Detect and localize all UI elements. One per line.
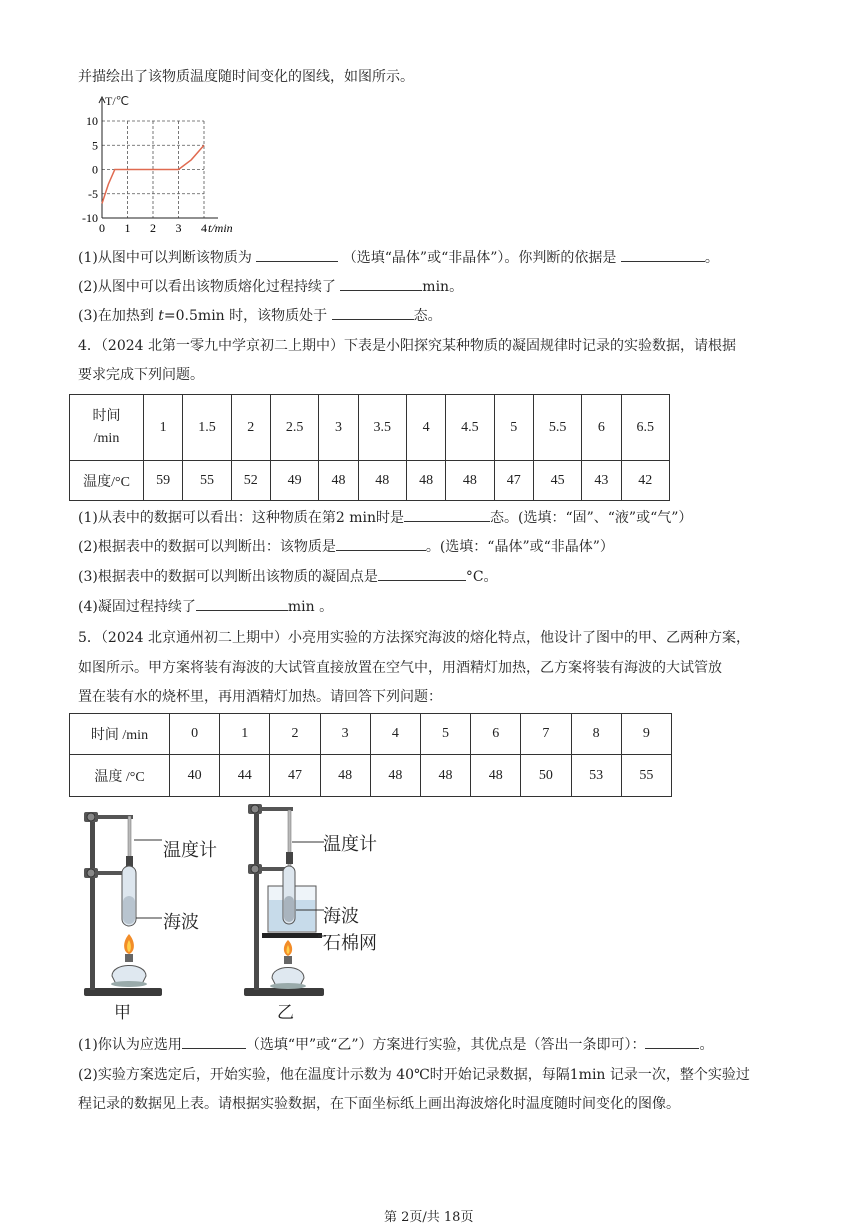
- intro-line: 并描绘出了该物质温度随时间变化的图线，如图所示。: [78, 69, 414, 85]
- p4-time-cell: 4: [406, 395, 445, 461]
- x-tick-label: 2: [150, 221, 156, 235]
- p4-time-cell: 1: [144, 395, 183, 461]
- p5-temp-cell: 40: [170, 755, 220, 797]
- p4-time-cell: 1.5: [183, 395, 231, 461]
- q3-item-3: (3)在加热到 t=0.5min 时，该物质处于 态。: [78, 305, 442, 325]
- graph-curve: [102, 145, 204, 203]
- problem5-line-1: 5．（2024 北京通州初二上期中）小亮用实验的方法探究海波的熔化特点，他设计了图中的甲、乙两种方案，: [78, 630, 750, 646]
- p4-q4: (4)凝固过程持续了 min 。: [78, 596, 333, 616]
- p5-time-cell: 9: [621, 714, 671, 755]
- problem5-line-3: 置在装有水的烧杯里，再用酒精灯加热。请回答下列问题：: [78, 689, 442, 705]
- app-a-caption: 甲: [114, 1003, 131, 1023]
- p4-q3: (3)根据表中的数据可以判断出该物质的凝固点是 °C。: [78, 566, 498, 586]
- p5-time-cell: 7: [521, 714, 571, 755]
- p5-time-cell: 0: [170, 714, 220, 755]
- problem4-heading-2: 要求完成下列问题。: [78, 367, 204, 383]
- p5-q1: (1)你认为应选用 （选填“甲”或“乙”）方案进行实验，其优点是（答出一条即可）： 。: [78, 1034, 713, 1054]
- page-footer: 第 2页/共 18页: [384, 1210, 474, 1225]
- x-tick-label: 3: [175, 221, 182, 235]
- problem4-table: [69, 394, 670, 501]
- problem4-heading: 4．（2024 北第一零九中学京初二上期中）下表是小阳探究某种物质的凝固规律时记录的实验数据，请根据: [78, 338, 736, 354]
- p4-q1: (1)从表中的数据可以看出：这种物质在第2 min时是 态。(选填：“固”、“液”或“气”）: [78, 507, 692, 527]
- p4-temp-cell: 42: [621, 461, 669, 501]
- p4-time-cell: 5.5: [533, 395, 581, 461]
- p4-q2: (2)根据表中的数据可以判断出：该物质是 。(选填：“晶体”或“非晶体”）: [78, 536, 614, 556]
- y-tick-label: 5: [92, 138, 98, 153]
- p5-temp-cell: 48: [320, 755, 370, 797]
- p5-time-cell: 2: [270, 714, 320, 755]
- x-axis-label: t/min: [208, 221, 233, 235]
- temperature-time-graph: [74, 95, 254, 235]
- p4-temp-cell: 48: [446, 461, 494, 501]
- p5-temp-cell: 48: [370, 755, 420, 797]
- p4-row1-label: 时间 /min: [70, 395, 144, 461]
- p4-time-cell: 6.5: [621, 395, 669, 461]
- app-b-sample-label: 海波: [323, 906, 359, 927]
- y-tick-label: 10: [86, 114, 98, 128]
- p5-temp-cell: 48: [471, 755, 521, 797]
- p4-temp-cell: 47: [494, 461, 533, 501]
- p4-temp-cell: 48: [358, 461, 406, 501]
- p4-temp-cell: 52: [231, 461, 270, 501]
- p4-temp-cell: 43: [582, 461, 621, 501]
- p5-temp-cell: 44: [220, 755, 270, 797]
- p4-temp-cell: 55: [183, 461, 231, 501]
- p4-temp-cell: 48: [406, 461, 445, 501]
- p5-temp-cell: 48: [420, 755, 470, 797]
- y-tick-label: -10: [82, 211, 98, 225]
- p4-time-cell: 4.5: [446, 395, 494, 461]
- q3-item-2: (2)从图中可以看出该物质熔化过程持续了 min。: [78, 276, 463, 296]
- p4-time-cell: 6: [582, 395, 621, 461]
- p4-temp-cell: 45: [533, 461, 581, 501]
- app-b-caption: 乙: [277, 1003, 294, 1023]
- p5-time-cell: 8: [571, 714, 621, 755]
- p4-time-cell: 2.5: [270, 395, 318, 461]
- p4-time-cell: 5: [494, 395, 533, 461]
- p5-time-cell: 4: [370, 714, 420, 755]
- x-tick-label: 1: [124, 221, 131, 235]
- p5-time-cell: 3: [320, 714, 370, 755]
- p5-row1-label: 时间 /min: [70, 714, 170, 755]
- p5-time-cell: 1: [220, 714, 270, 755]
- p4-temp-cell: 48: [319, 461, 358, 501]
- p5-q2-line-2: 程记录的数据见上表。请根据实验数据，在下面坐标纸上画出海波熔化时温度随时间变化的图像。: [78, 1096, 680, 1112]
- p4-time-cell: 2: [231, 395, 270, 461]
- y-axis-label: T/℃: [105, 94, 130, 108]
- apparatus-b-illustration: [240, 800, 330, 1000]
- q3-item-1: (1)从图中可以判断该物质为 （选填“晶体”或“非晶体”）。你判断的依据是 。: [78, 247, 719, 267]
- p4-row2-label: 温度/°C: [70, 461, 144, 501]
- p5-temp-cell: 50: [521, 755, 571, 797]
- graph-axes: [99, 97, 218, 218]
- p5-row2-label: 温度 /°C: [70, 755, 170, 797]
- p5-temp-cell: 55: [621, 755, 671, 797]
- p5-temp-cell: 53: [571, 755, 621, 797]
- app-b-thermometer-label: 温度计: [323, 834, 377, 855]
- p5-time-cell: 5: [420, 714, 470, 755]
- p5-time-cell: 6: [471, 714, 521, 755]
- p4-time-cell: 3.5: [358, 395, 406, 461]
- y-tick-label: -5: [88, 186, 98, 201]
- p4-temp-cell: 59: [144, 461, 183, 501]
- problem5-table: [69, 713, 672, 797]
- x-tick-label: 4: [201, 221, 207, 235]
- p5-q2-line-1: (2)实验方案选定后，开始实验，他在温度计示数为 40℃时开始记录数据，每隔1min 记录一次，整个实验过: [78, 1067, 750, 1083]
- app-a-thermometer-label: 温度计: [163, 840, 217, 861]
- y-tick-label: 0: [92, 162, 98, 177]
- p4-temp-cell: 49: [270, 461, 318, 501]
- x-tick-label: 0: [99, 221, 105, 235]
- apparatus-a-illustration: [76, 806, 176, 1001]
- app-a-sample-label: 海波: [163, 912, 199, 933]
- p4-time-cell: 3: [319, 395, 358, 461]
- problem5-line-2: 如图所示。甲方案将装有海波的大试管直接放置在空气中，用酒精灯加热，乙方案将装有海波的大试管放: [78, 660, 722, 676]
- app-b-mesh-label: 石棉网: [323, 933, 377, 954]
- p5-temp-cell: 47: [270, 755, 320, 797]
